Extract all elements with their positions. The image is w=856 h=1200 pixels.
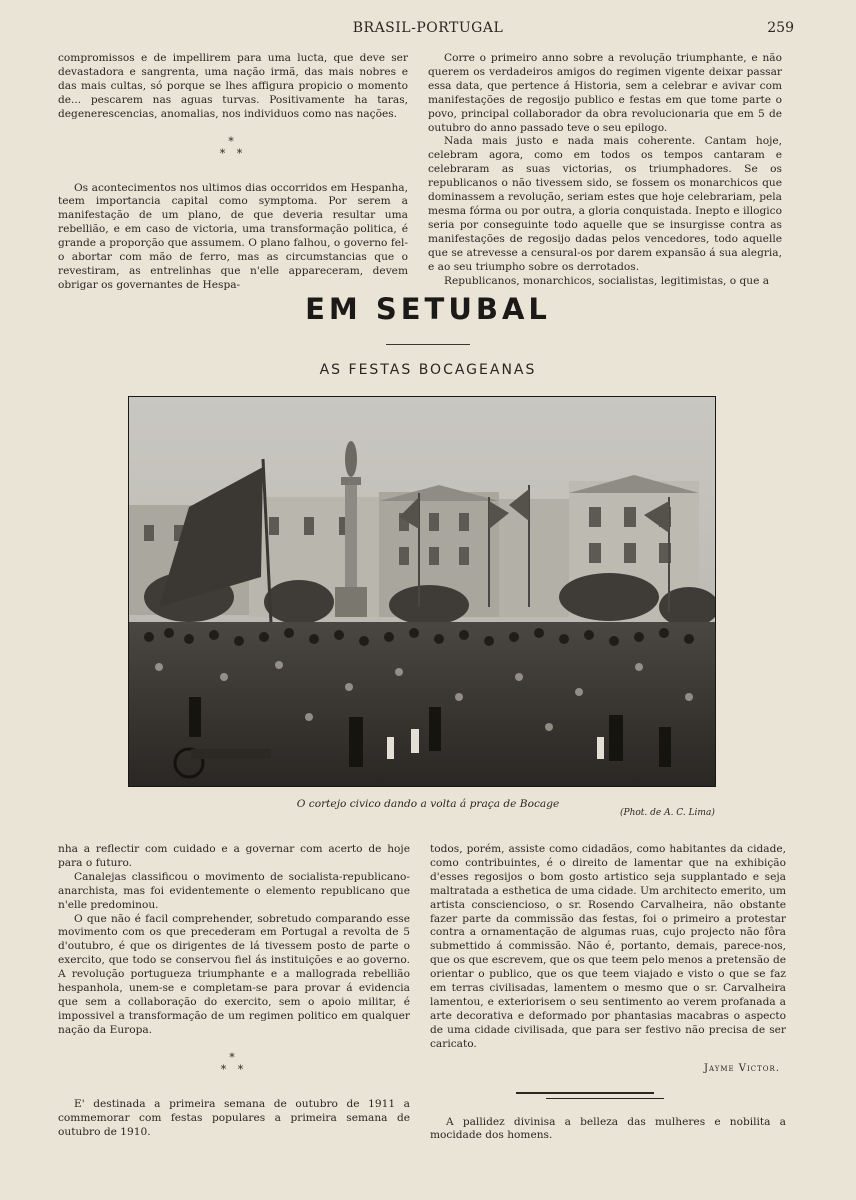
article-title: EM SETUBAL (305, 292, 551, 326)
photo-caption: O cortejo civico dando a volta á praça de Bocage (296, 798, 560, 810)
paragraph: Nada mais justo e nada mais coherente. Cantam hoje, celebram agora, como em todos os tempos cantaram e celebraram as suas victorias, os triumphadores. Se os republicanos o não tivessem sido, se fossem os monarchicos que dominassem a revolução, seriam estes que hoje celebrariam, pela mesma fórma ou por outra, a gloria conquistada. Inepto e illogico seria por conseguinte todo aquelle que se insurgisse contra as manifestações de regosijo dadas pelos vencedores, todo aquelle que se atrevesse a censural-os por darem expansão á sua alegria, e ao seu triumpho sobre os derrotados. (428, 135, 782, 273)
author-signature: Jayme Victor. (703, 1062, 780, 1074)
epigraph: A pallidez divinisa a belleza das mulheres e nobilita a mocidade dos homens. (430, 1115, 786, 1142)
paragraph: Os acontecimentos nos ultimos dias occorridos em Hespanha, teem importancia capital como symptoma. Por serem a manifestação de um plano, de que deveria resultar uma rebellião, e em caso de victoria, uma transformação politica, é grande a proporção que assumem. O plano falhou, o governo fel-o abortar com mão de ferro, mas as circumstancias que o revestiram, as entrelinhas que n'elle appareceram, devem obrigar os governantes de Hespa- (58, 181, 408, 291)
paragraph: Republicanos, monarchicos, socialistas, legitimistas, o que a (444, 274, 770, 287)
page-number: 259 (767, 20, 794, 36)
closing-rules (430, 1082, 786, 1106)
top-left-column (58, 52, 408, 293)
paragraph: Corre o primeiro anno sobre a revolução triumphante, e não querem os verdadeiros amigos do regimen vigente deixar passar essa data, que pertence á Historia, sem a celebrar e avivar com manifestações de regosijo publico e festas em que tome parte o povo, principal collaborador da obra revolucionaria que em 5 de outubro do anno passado teve o seu epilogo. (428, 52, 782, 134)
paragraph: Canalejas classificou o movimento de socialista-republicano-anarchista, mas foi evidentemente o elemento republicano que n'elle predominou. (58, 870, 410, 911)
section-asterism: * * * (220, 1050, 248, 1076)
paragraph: compromissos e de impellirem para uma lucta, que deve ser devastadora e sangrenta, uma nação irmã, das mais nobres e das mais cultas, só porque se lhes affigura propicio o momento de... pescarem nas aguas turvas. Positivamente ha taras, degenerescencias, anomalias, nos individuos como nas nações. (58, 52, 408, 120)
photo-illustration (129, 397, 715, 786)
bottom-left-column (58, 843, 410, 1139)
bottom-right-column (430, 843, 786, 1143)
paragraph: todos, porém, assiste como cidadãos, como habitantes da cidade, como contribuintes, é o direito de lamentar que na exhibição d'esses regosijos o bom gosto artistico seja supplantado e seja maltratada a esthetica de uma cidade. Um architecto emerito, um artista consciencioso, o sr. Rosendo Carvalheira, não obstante fazer parte da commissão das festas, foi o primeiro a protestar contra a ornamentação de algumas ruas, cujo projecto não fôra submettido á commissão. Não é, portanto, demais, parece-nos, que os que escrevem, que os que teem pelo menos a pretensão de orientar o publico, que os que teem viajado e visto o que se faz em terras civilisadas, lamentem o mesmo que o sr. Carvalheira lamentou, e exteriorisem o seu sentimento ao verem profanada a arte decorativa e deformado por phantasias macabras o aspecto de uma cidade civilisada, que para ser festivo não precisa de ser caricato. (430, 843, 786, 1050)
procession-photograph (128, 396, 716, 787)
section-asterism: * * * (219, 134, 247, 160)
top-right-column (428, 52, 782, 288)
paragraph: nha a reflectir com cuidado e a governar com acerto de hoje para o futuro. (58, 843, 410, 869)
article-subtitle: AS FESTAS BOCAGEANAS (319, 362, 537, 378)
paragraph: O que não é facil comprehender, sobretudo comparando esse movimento com os que precederam em Portugal a revolta de 5 d'outubro, é que os dirigentes de lá tivessem posto de parte o exercito, que todo se conservou fiel ás instituições e ao governo. A revolução portugueza triumphante e a mallograda rebellião hespanhola, unem-se e completam-se para provar á evidencia que sem a collaboração do exercito, sem o apoio militar, é impossivel a transformação de um regimen politico em qualquer nação da Europa. (58, 912, 410, 1036)
title-rule (386, 344, 470, 345)
paragraph: E' destinada a primeira semana de outubro de 1911 a commemorar com festas populares a primeira semana de outubro de 1910. (58, 1097, 410, 1138)
running-title: BRASIL-PORTUGAL (352, 20, 504, 36)
photo-credit: (Phot. de A. C. Lima) (620, 808, 715, 818)
